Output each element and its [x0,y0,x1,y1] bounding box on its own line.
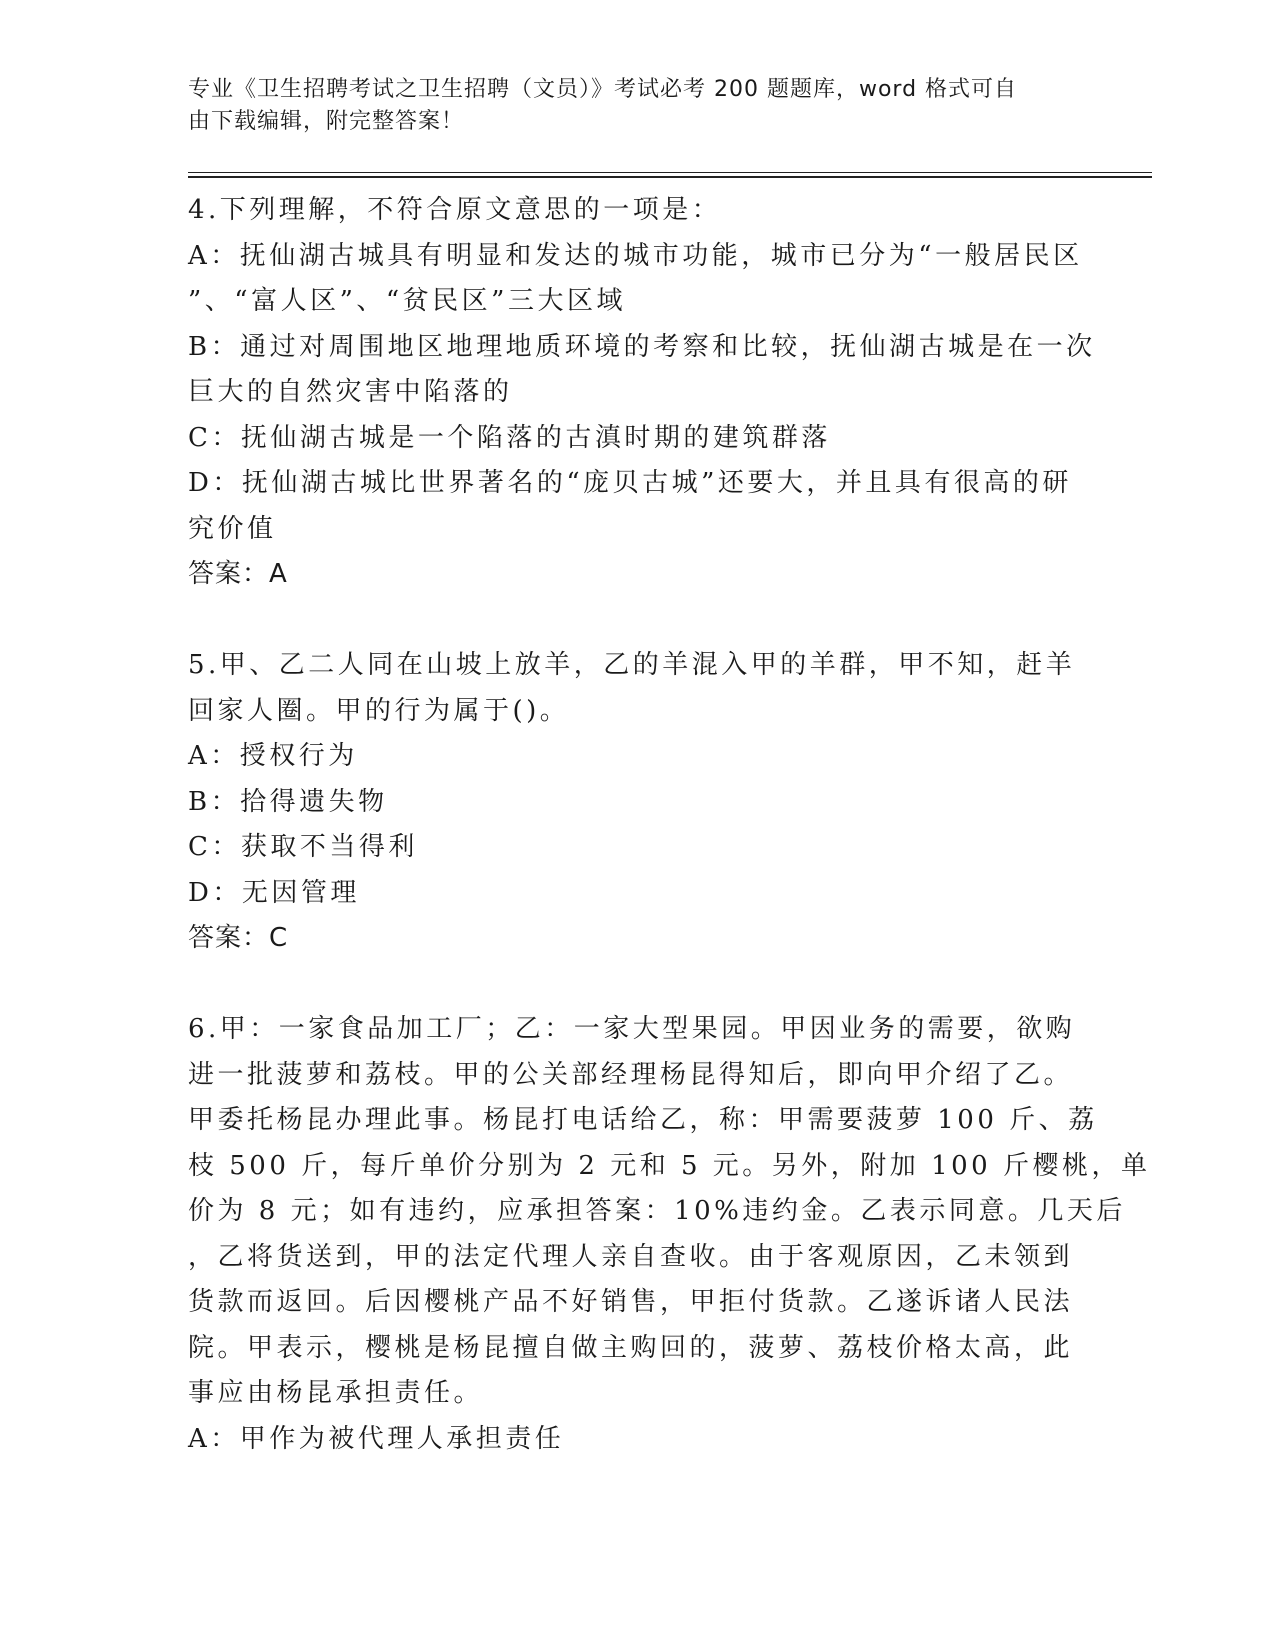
question-5-option-b: B：拾得遗失物 [188,786,388,817]
question-6-stem-line-8: 院。甲表示，樱桃是杨昆擅自做主购回的，菠萝、荔枝价格太高，此 [188,1332,1074,1363]
document-body [188,188,1151,1462]
question-4 [188,188,1096,598]
question-spacer [188,598,1088,644]
question-4-stem: 4.下列理解，不符合原文意思的一项是： [188,195,722,225]
question-4-option-b-line-2: 巨大的自然灾害中陷落的 [188,377,513,407]
header-divider-thin [188,172,1152,173]
question-spacer [188,962,1088,1008]
question-6-stem-line-4: 枝 500 斤，每斤单价分别为 2 元和 5 元。另外，附加 100 斤樱桃，单 [188,1150,1151,1181]
question-6-stem-line-1: 6.甲：一家食品加工厂；乙：一家大型果园。甲因业务的需要，欲购 [188,1014,1076,1044]
question-5-option-d: D：无因管理 [188,877,360,908]
question-5-stem-line-2: 回家人圈。甲的行为属于()。 [188,695,570,726]
question-4-option-d-line-1: D：抚仙湖古城比世界著名的“庞贝古城”还要大，并且具有很高的研 [188,468,1072,498]
question-5-option-c: C：获取不当得利 [188,832,418,862]
question-6-stem-line-6: ，乙将货送到，甲的法定代理人亲自查收。由于客观原因，乙未领到 [188,1241,1074,1272]
question-6-stem-line-2: 进一批菠萝和荔枝。甲的公关部经理杨昆得知后，即向甲介绍了乙。 [188,1059,1074,1090]
question-6-option-a: A：甲作为被代理人承担责任 [188,1423,565,1454]
question-6-stem-line-3: 甲委托杨昆办理此事。杨昆打电话给乙，称：甲需要菠萝 100 斤、荔 [188,1105,1098,1135]
question-4-option-a-line-2: ”、“富人区”、“贫民区”三大区域 [188,286,626,316]
question-5-stem-line-1: 5.甲、乙二人同在山坡上放羊，乙的羊混入甲的羊群，甲不知，赶羊 [188,650,1076,680]
question-6 [188,1007,1151,1462]
header-divider-thick [188,176,1152,178]
header-line-2: 由下载编辑，附完整答案！ [188,109,465,134]
document-header [188,74,1088,138]
question-5 [188,643,1088,962]
question-5-option-a: A：授权行为 [188,741,358,771]
question-4-answer: 答案：A [188,559,288,589]
question-4-option-d-line-2: 究价值 [188,513,277,544]
question-4-option-c: C：抚仙湖古城是一个陷落的古滇时期的建筑群落 [188,422,831,453]
question-5-answer: 答案：C [188,923,289,953]
question-4-option-b-line-1: B：通过对周围地区地理地质环境的考察和比较，抚仙湖古城是在一次 [188,331,1096,362]
question-6-stem-line-9: 事应由杨昆承担责任。 [188,1378,484,1408]
question-4-option-a-line-1: A：抚仙湖古城具有明显和发达的城市功能，城市已分为“一般居民区 [188,240,1083,271]
question-6-stem-line-7: 货款而返回。后因樱桃产品不好销售，甲拒付货款。乙遂诉诸人民法 [188,1287,1074,1317]
header-line-1: 专业《卫生招聘考试之卫生招聘（文员）》考试必考 200 题题库，word 格式可自 [188,77,1018,102]
question-6-stem-line-5: 价为 8 元；如有违约，应承担答案：10%违约金。乙表示同意。几天后 [188,1196,1126,1226]
